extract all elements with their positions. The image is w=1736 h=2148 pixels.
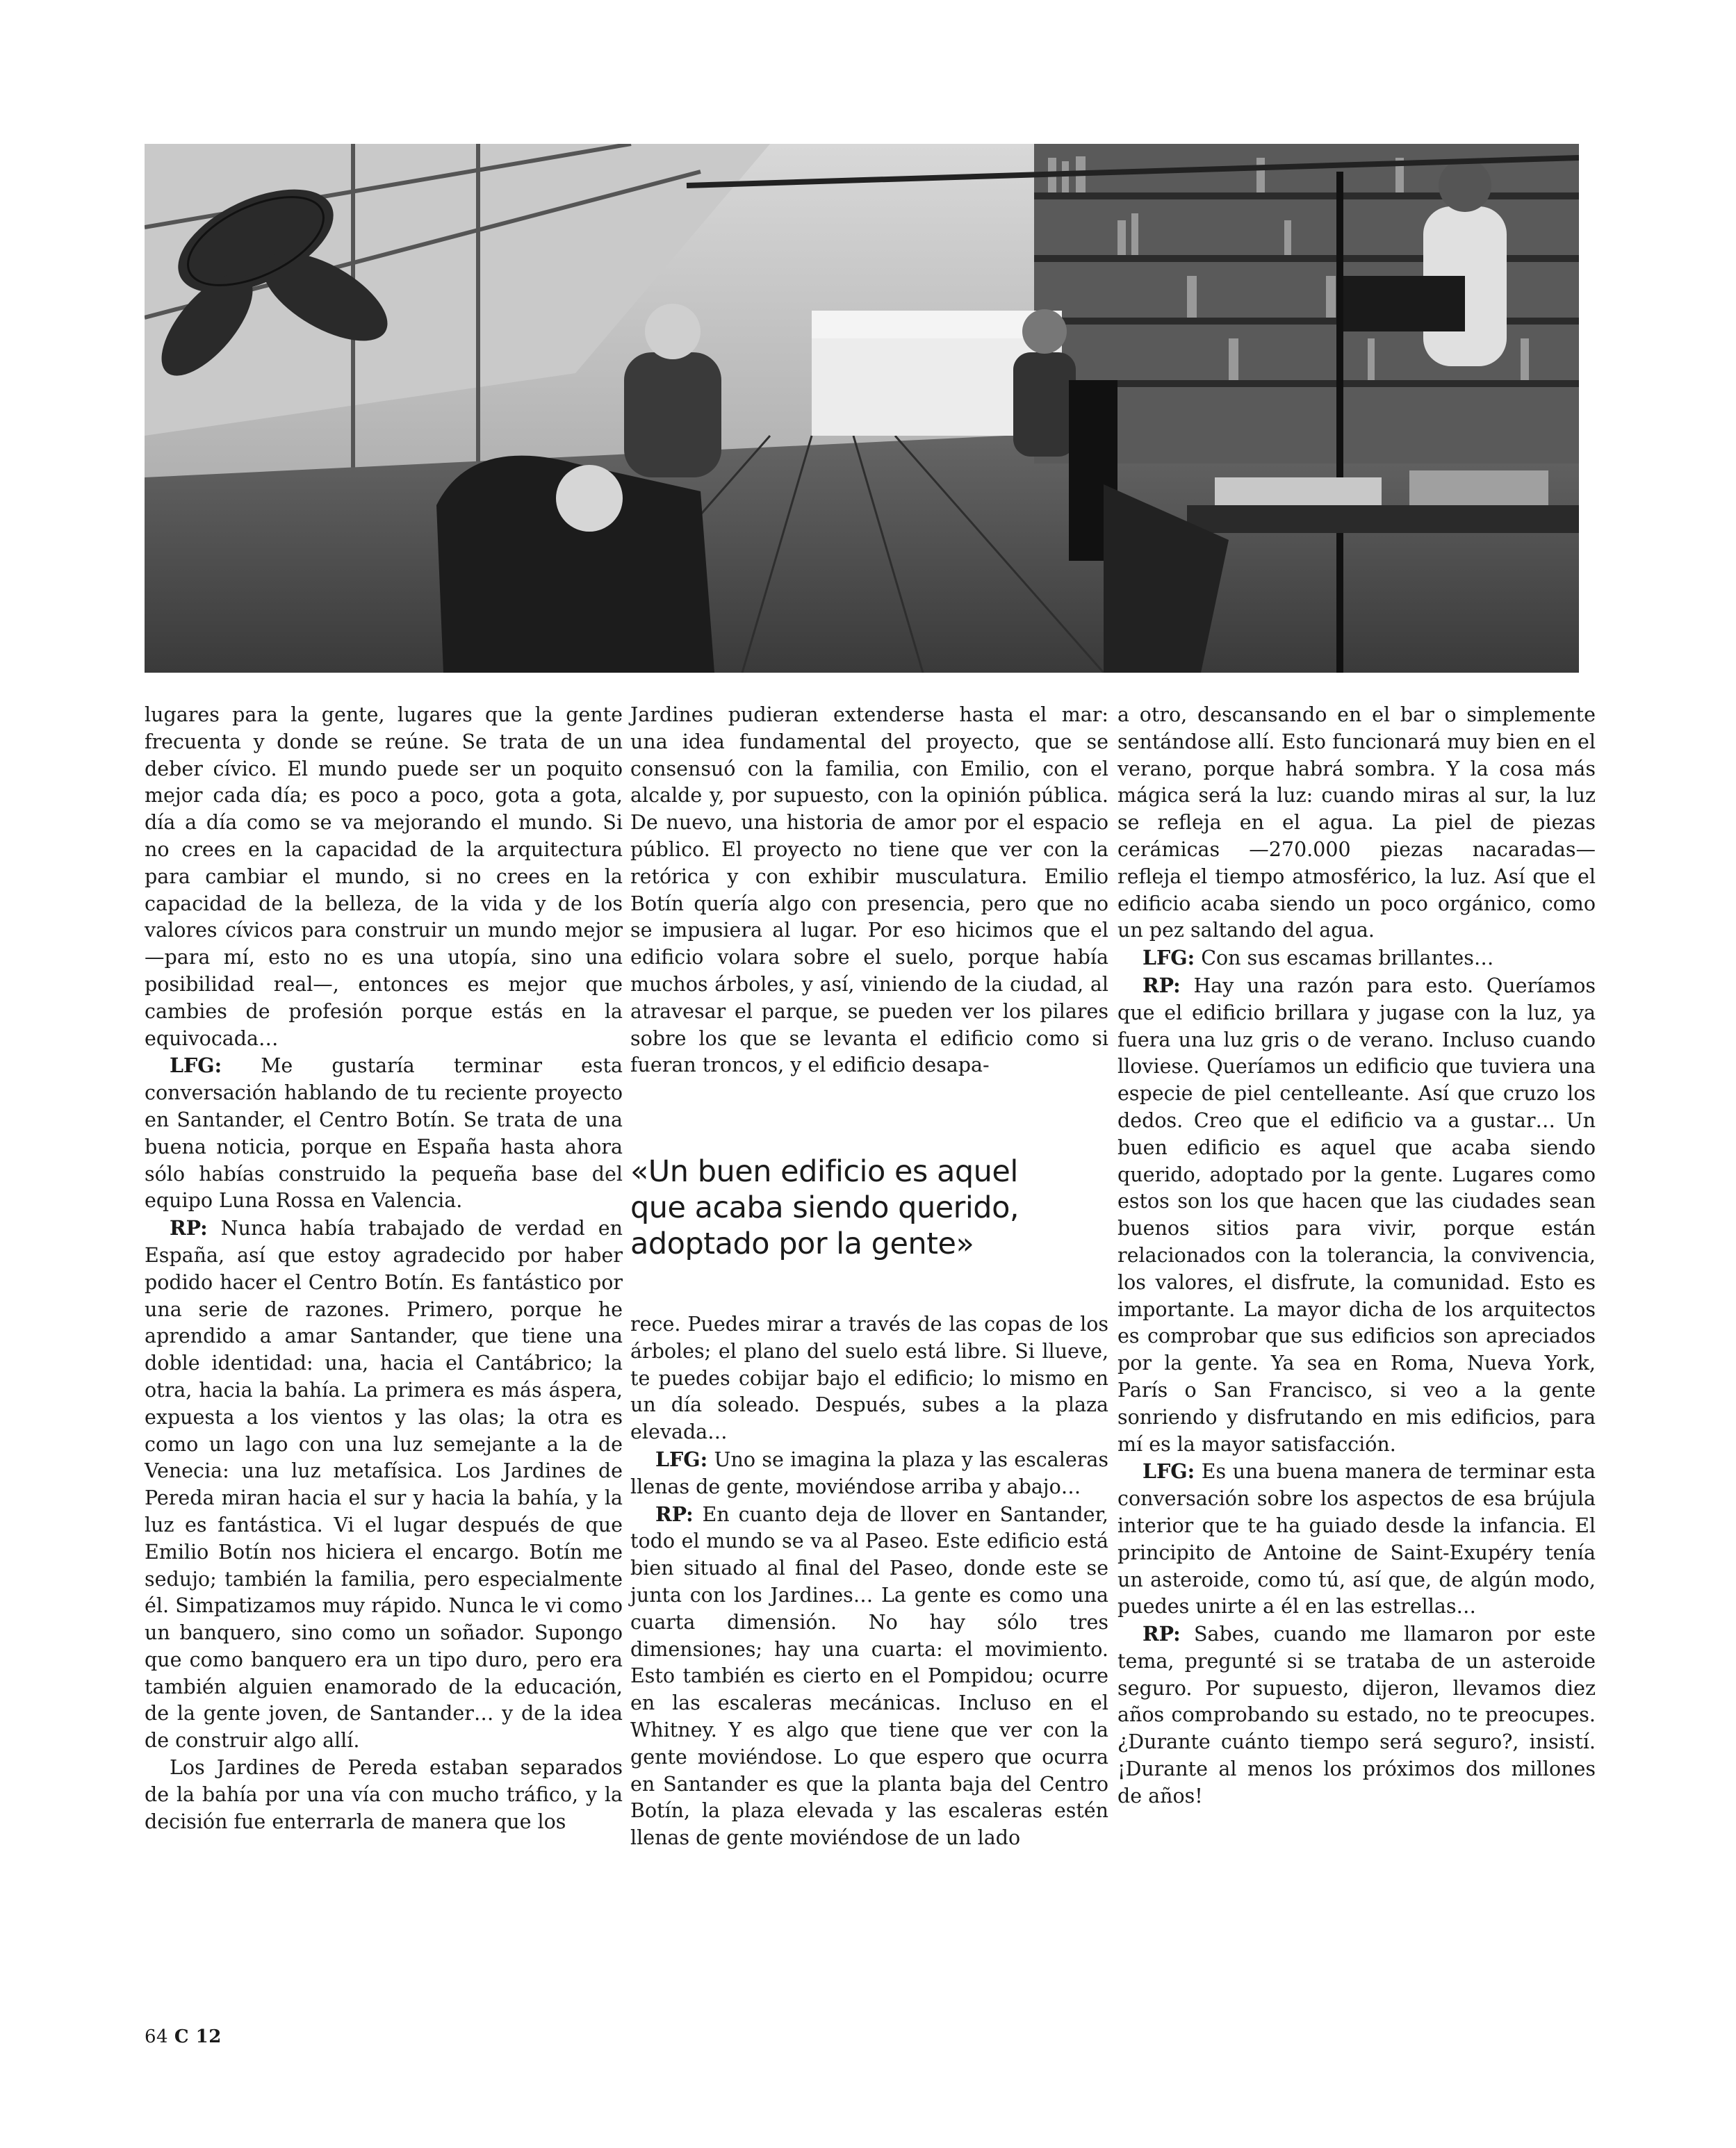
paragraph [1117,1458,1596,1621]
paragraph: Jardines pudieran extenderse hasta el mar: una idea fundamental del proyecto, que se consensuó con la familia, con Emilio, con el alcalde y, por supuesto, con la opinión pública. De nuevo, una historia de amor por el espacio público. El proyecto no tiene que ver con la retórica y con exhibir musculatura. Emilio Botín quería algo con presencia, pero que no se impusiera al lugar. Por eso hicimos que el edificio volara sobre el suelo, porque había muchos árboles, y así, viniendo de la ciudad, al atravesar el parque, se pueden ver los pilares sobre los que se levanta el edificio como si fueran troncos, y el edificio desapa- [630,703,1108,1077]
speaker-label: LFG: [170,1053,222,1078]
speaker-label: LFG: [655,1447,708,1471]
page-number: 64 [145,2026,169,2047]
paragraph-text: Me gustaría terminar esta conversación hablando de tu reciente proyecto en Santander, el Centro Botín. Se trata de una buena noticia, porque en España hasta ahora sólo habías construido la pequeña base del equipo Luna Rossa en Valencia. [145,1054,623,1213]
text-column-1 [145,702,623,1835]
speaker-label: RP: [655,1502,694,1526]
text-column-3 [1117,702,1596,1810]
speaker-label: RP: [1143,973,1181,997]
page-folio [145,2026,222,2047]
pull-quote [630,1154,1117,1262]
text-column-2-top [630,702,1108,1079]
text-column-2-bottom [630,1311,1108,1852]
paragraph: a otro, descansando en el bar o simplemente sentándose allí. Esto funcionará muy bien en el verano, porque habrá sombra. Y la cosa más mágica será la luz: cuando miras al sur, la luz se refleja en el agua. La piel de piezas cerámicas —270.000 piezas nacaradas— refleja el tiempo atmosférico, la luz. Así que el edificio acaba siendo un poco orgánico, como un pez saltando del agua. [1117,703,1596,942]
photo-illustration [145,144,1579,673]
paragraph [1117,972,1596,1458]
paragraph [630,1501,1108,1852]
speaker-label: LFG: [1143,946,1195,970]
speaker-label: LFG: [1143,1459,1195,1484]
paragraph [145,1215,623,1755]
paragraph-text: Hay una razón para esto. Queríamos que el edificio brillara y jugase con la luz, ya fuera una luz gris o de verano. Incluso cuando lloviese. Queríamos un edificio que tuviera una especie de piel centelleante. Así que cruzo los dedos. Creo que el edificio va a gustar… Un buen edificio es aquel que acaba siendo querido, adoptado por la gente. Lugares como estos son los que hacen que las ciudades sean buenos sitios para vivir, porque están relacionados con la tolerancia, la convivencia, los valores, el disfrute, la comunidad. Esto es importante. La mayor dicha de los arquitectos es comprobar que sus edificios son apreciados por la gente. Ya sea en Roma, Nueva York, París o San Francisco, si veo a la gente sonriendo y disfrutando en mis edificios, para mí es la mayor satisfacción. [1117,974,1596,1456]
pull-quote-line: adoptado por la gente» [630,1227,974,1261]
speaker-label: RP: [170,1216,208,1240]
paragraph: rece. Puedes mirar a través de las copas de los árboles; el plano del suelo está libre. Si llueve, te puedes cobijar bajo el edificio; lo mismo en un día soleado. Después, subes a la plaza elevada… [630,1313,1108,1444]
paragraph-text: Con sus escamas brillantes… [1195,946,1494,970]
paragraph-text: Sabes, cuando me llamaron por este tema, pregunté si se trataba de un asteroide seguro. Por supuesto, dijeron, llevamos diez años comprobando su estado, no te preocupes. ¿Durante cuánto tiempo será seguro?, insistí. ¡Durante al menos los próximos dos millones de años! [1117,1623,1596,1807]
paragraph: Los Jardines de Pereda estaban separados de la bahía por una vía con mucho tráfico, y la decisión fue enterrarla de manera que los [145,1756,623,1833]
interior-photograph [145,144,1579,673]
paragraph [630,1446,1108,1501]
paragraph-text: Nunca había trabajado de verdad en España, así que estoy agradecido por haber podido hacer el Centro Botín. Es fantástico por una serie de razones. Primero, porque he aprendido a amar Santander, que tiene una doble identidad: una, hacia el Cantábrico; la otra, hacia la bahía. La primera es más áspera, expuesta a los vientos y las olas; la otra es como un lago con una luz semejante a la de Venecia: una luz metafísica. Los Jardines de Pereda miran hacia el sur y hacia la bahía, y la luz es fantástica. Vi el lugar después de que Emilio Botín nos hiciera el encargo. Botín me sedujo; también la familia, pero especialmente él. Simpatizamos muy rápido. Nunca le vi como un banquero, sino como un soñador. Supongo que como banquero era un tipo duro, pero era también alguien enamorado de la educación, de la gente joven, de Santander… y de la idea de construir algo allí. [145,1217,623,1753]
paragraph [145,1052,623,1215]
paragraph [1117,944,1596,972]
pull-quote-line: «Un buen edificio es aquel [630,1154,1018,1189]
speaker-label: RP: [1143,1622,1181,1646]
paragraph-text: En cuanto deja de llover en Santander, todo el mundo se va al Paseo. Este edificio está bien situado al final del Paseo, donde este se junta con los Jardines… La gente es como una cuarta dimensión. No hay sólo tres dimensiones; hay una cuarta: el movimiento. Esto también es cierto en el Pompidou; ocurre en las escaleras mecánicas. Incluso en el Whitney. Y es algo que tiene que ver con la gente moviéndose. Lo que espero que ocurra en Santander es que la planta baja del Centro Botín, la plaza elevada y las escaleras estén llenas de gente moviéndose de un lado [630,1502,1108,1850]
paragraph-text: Uno se imagina la plaza y las escaleras llenas de gente, moviéndose arriba y abajo… [630,1448,1108,1498]
magazine-name: C 12 [174,2026,222,2047]
pull-quote-line: que acaba siendo querido, [630,1190,1020,1225]
paragraph [1117,1621,1596,1810]
paragraph-text: Es una buena manera de terminar esta conversación sobre los aspectos de esa brújula interior que te ha guiado desde la infancia. El principito de Antoine de Saint-Exupéry tenía un asteroide, como tú, así que, de algún modo, puedes unirte a él en las estrellas… [1117,1460,1596,1618]
paragraph: lugares para la gente, lugares que la gente frecuenta y donde se reúne. Se trata de un deber cívico. El mundo puede ser un poquito mejor cada día; es poco a poco, gota a gota, día a día como se va mejorando el mundo. Si no crees en la capacidad de la arquitectura para cambiar el mundo, si no crees en la capacidad de la belleza, de la vida y de los valores cívicos para construir un mundo mejor —para mí, esto no es una utopía, sino una posibilidad real—, entonces es mejor que cambies de profesión porque estás en la equivocada… [145,703,623,1050]
